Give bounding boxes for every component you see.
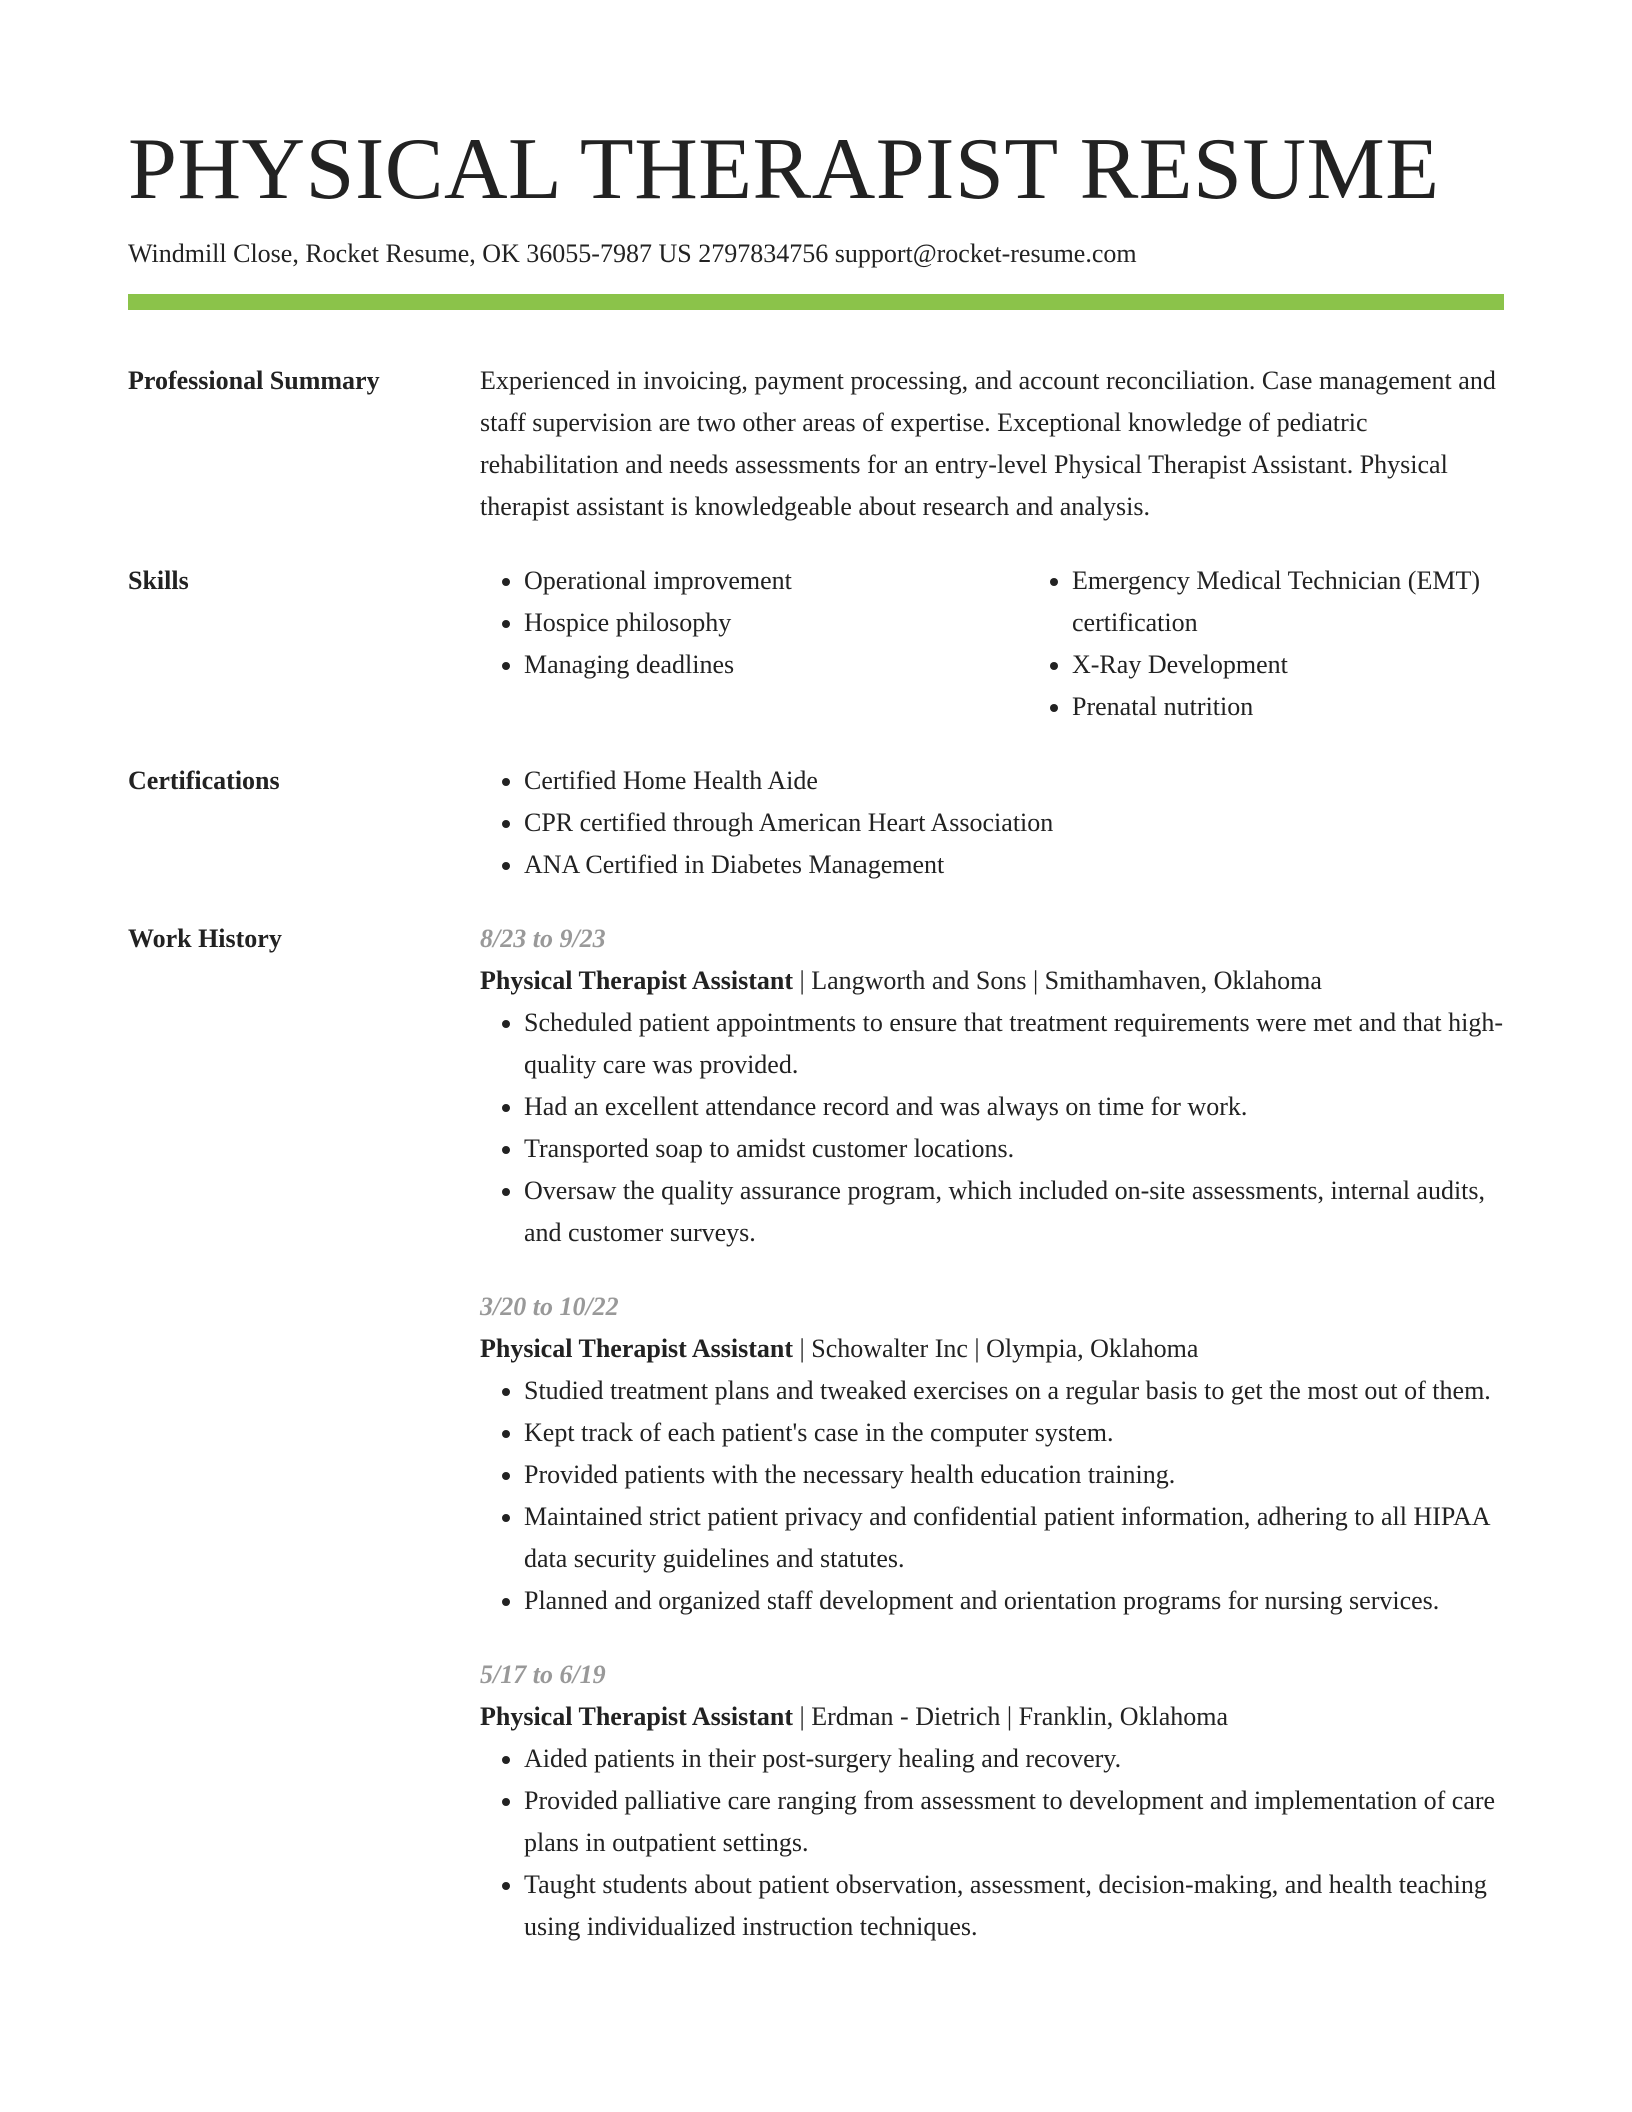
job-separator: | [1000,1702,1019,1731]
job-duty-item: • Maintained strict patient privacy and confidential patient information, adhering to all HIPAA data security guidelines and statutes. [524,1496,1504,1580]
job-title: Physical Therapist Assistant [480,1334,794,1363]
skill-item: • Managing deadlines [524,644,1028,686]
job-separator: | [793,1334,812,1363]
summary-section [128,360,1504,528]
job-duty-item: • Oversaw the quality assurance program, which included on-site assessments, internal audits, and customer surveys. [524,1170,1504,1254]
job-dates: 5/17 to 6/19 [480,1660,606,1689]
job-title: Physical Therapist Assistant [480,966,794,995]
job-duty-item: • Scheduled patient appointments to ensure that treatment requirements were met and that high-quality care was provided. [524,1002,1504,1086]
job-separator: | [793,1702,812,1731]
certifications-body [480,760,1504,886]
accent-divider [128,294,1504,310]
job-duties-list [480,1370,1504,1622]
resume-page [128,0,1504,1948]
summary-body [480,360,1504,528]
job-heading [480,1696,1504,1738]
job-heading [480,1328,1504,1370]
job-duty-item: • Transported soap to amidst customer locations. [524,1128,1504,1170]
skills-list-right [1028,560,1504,728]
work-history-label: Work History [128,924,282,953]
job-title: Physical Therapist Assistant [480,1702,794,1731]
job-entry [480,1654,1504,1948]
skill-item: • Prenatal nutrition [1072,686,1504,728]
job-duty-item: • Kept track of each patient's case in the computer system. [524,1412,1504,1454]
work-history-body [480,918,1504,1948]
job-duty-item: • Had an excellent attendance record and was always on time for work. [524,1086,1504,1128]
job-duty-item: • Planned and organized staff development and orientation programs for nursing services. [524,1580,1504,1622]
skills-label: Skills [128,566,189,595]
job-company: Erdman - Dietrich [811,1702,1001,1731]
skills-grid [480,560,1504,728]
job-duties-list [480,1738,1504,1948]
job-duty-item: • Taught students about patient observation, assessment, decision-making, and health teaching using individualized instruction techniques. [524,1864,1504,1948]
skills-list-left [480,560,1028,728]
job-entry [480,1286,1504,1622]
skills-section [128,560,1504,728]
certifications-label: Certifications [128,766,280,795]
summary-label: Professional Summary [128,366,380,395]
job-dates: 8/23 to 9/23 [480,924,606,953]
skill-item: • Operational improvement [524,560,1028,602]
job-separator: | [793,966,812,995]
certification-item: • CPR certified through American Heart Association [524,802,1504,844]
skill-item: • X-Ray Development [1072,644,1504,686]
skill-item: • Hospice philosophy [524,602,1028,644]
resume-title: PHYSICAL THERAPIST RESUME [128,121,1440,218]
job-company: Langworth and Sons [811,966,1027,995]
work-history-section [128,918,1504,1948]
job-location: Olympia, Oklahoma [986,1334,1199,1363]
job-duty-item: • Provided patients with the necessary health education training. [524,1454,1504,1496]
contact-info: Windmill Close, Rocket Resume, OK 36055-7987 US 2797834756 support@rocket-resume.com [128,239,1137,268]
job-duties-list [480,1002,1504,1254]
summary-text: Experienced in invoicing, payment processing, and account reconciliation. Case management and staff supervision are two other areas of expertise. Exceptional knowledge of pediatric rehabilitation and needs assessments for an entry-level Physical Therapist Assistant. Physical therapist assistant is knowledgeable about research and analysis. [480,366,1496,521]
job-duty-item: • Studied treatment plans and tweaked exercises on a regular basis to get the most out of them. [524,1370,1504,1412]
job-entry [480,918,1504,1254]
job-dates: 3/20 to 10/22 [480,1292,619,1321]
certifications-section [128,760,1504,886]
certifications-list [480,760,1504,886]
job-company: Schowalter Inc [811,1334,968,1363]
certification-item: • Certified Home Health Aide [524,760,1504,802]
skill-item: • Emergency Medical Technician (EMT) certification [1072,560,1504,644]
job-separator: | [967,1334,987,1363]
job-duty-item: • Aided patients in their post-surgery healing and recovery. [524,1738,1504,1780]
job-duty-item: • Provided palliative care ranging from assessment to development and implementation of care plans in outpatient settings. [524,1780,1504,1864]
job-location: Franklin, Oklahoma [1018,1702,1229,1731]
job-heading [480,960,1504,1002]
job-location: Smithamhaven, Oklahoma [1044,966,1322,995]
job-separator: | [1026,966,1045,995]
certification-item: • ANA Certified in Diabetes Management [524,844,1504,886]
skills-body [480,560,1504,728]
